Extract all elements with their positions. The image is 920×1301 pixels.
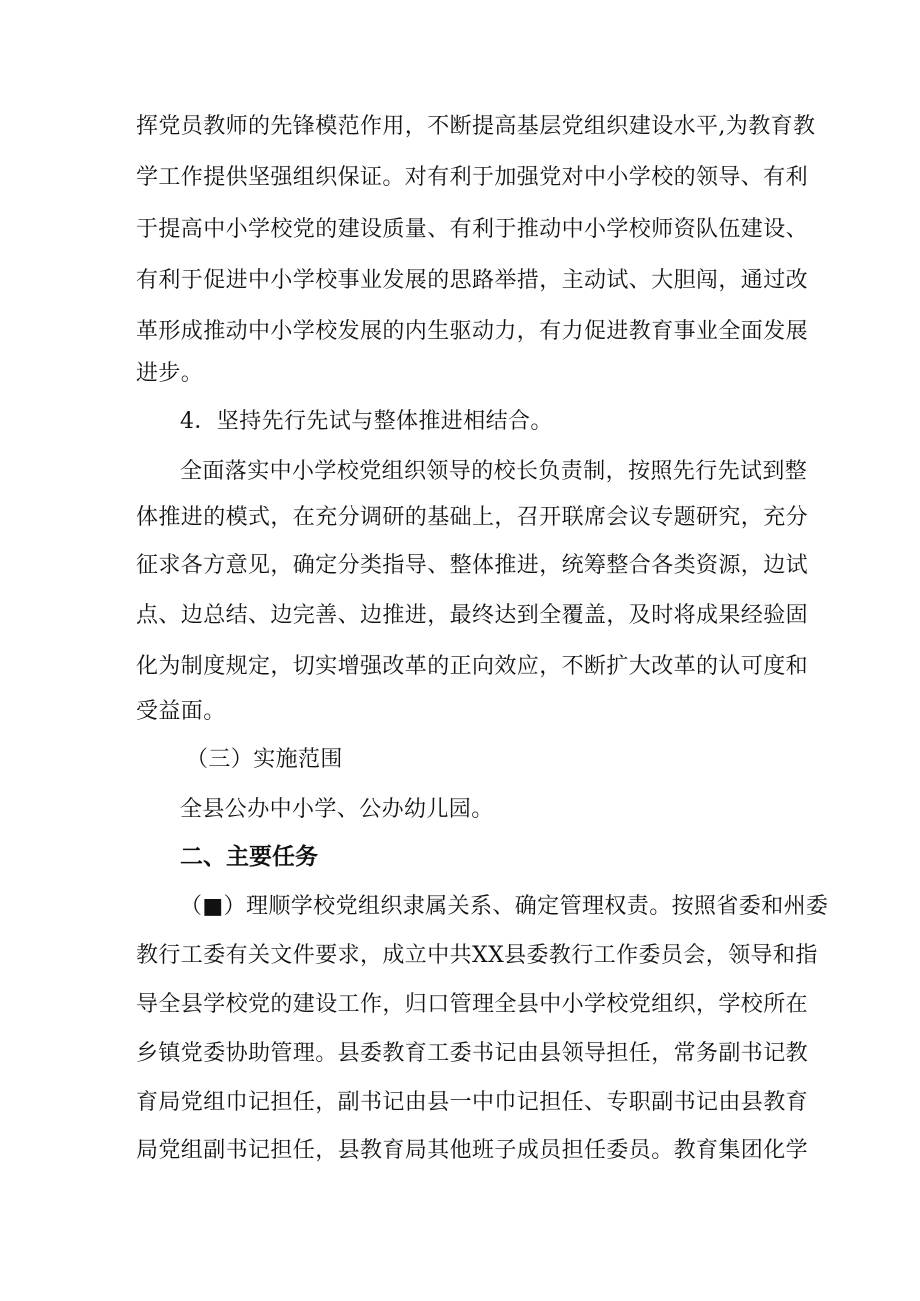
- paragraph2-line-4: 点、边总结、边完善、边推进，最终达到全覆盖，及时将成果经验固: [136, 603, 809, 628]
- paragraph3-line-1: （■）理顺学校党组织隶属关系、确定管理权责。按照省委和州委: [180, 894, 829, 919]
- paragraph2-line-1: 全面落实中小学校党组织领导的校长负责制，按照先行先试到整: [180, 459, 808, 484]
- paragraph1-line-4: 有利于促进中小学校事业发展的思路举措，主动试、大胆闯，通过改: [136, 268, 809, 293]
- paragraph3-line-4: 乡镇党委协助管理。县委教育工委书记由县领导担任，常务副书记教: [136, 1041, 809, 1066]
- paragraph3-line-5: 育局党组巾记担任，副书记由县一中巾记担任、专职副书记由县教育: [136, 1090, 809, 1115]
- paragraph3-line-6: 局党组副书记担任，县教育局其他班子成员担任委员。教育集团化学: [136, 1138, 809, 1163]
- paragraph3-line-2: 教行工委有关文件要求，成立中共XX县委教行工作委员会，领导和指: [136, 943, 818, 968]
- paragraph1-line-6: 进步。: [136, 361, 204, 386]
- section3-title: （三）实施范围: [186, 747, 343, 772]
- paragraph2-line-2: 体推进的模式，在充分调研的基础上，召开联席会议专题研究，充分: [136, 505, 809, 530]
- paragraph1-line-2: 学工作提供坚强组织保证。对有利于加强党对中小学校的领导、有利: [136, 165, 809, 190]
- paragraph1-line-3: 于提高中小学校党的建设质量、有利于推动中小学校师资队伍建设、: [136, 217, 809, 242]
- section3-body: 全县公办中小学、公办幼儿园。: [180, 797, 494, 822]
- paragraph2-line-5: 化为制度规定，切实增强改革的正向效应，不断扩大改革的认可度和: [136, 654, 809, 679]
- paragraph2-line-3: 征求各方意见，确定分类指导、整体推进，统筹整合各类资源，边试: [136, 553, 809, 578]
- paragraph1-line-1: 挥党员教师的先锋模范作用，不断提高基层党组织建设水平,为教育教: [136, 114, 816, 139]
- paragraph1-line-5: 革形成推动中小学校发展的内生驱动力，有力促进教育事业全面发展: [136, 319, 809, 344]
- paragraph3-line-3: 导全县学校党的建设工作，归口管理全县中小学校党组织，学校所在: [136, 992, 809, 1017]
- main-heading: 二、主要任务: [180, 844, 318, 870]
- paragraph2-line-6: 受益面。: [136, 699, 226, 724]
- item4-title: 4．坚持先行先试与整体推进相结合。: [180, 409, 553, 434]
